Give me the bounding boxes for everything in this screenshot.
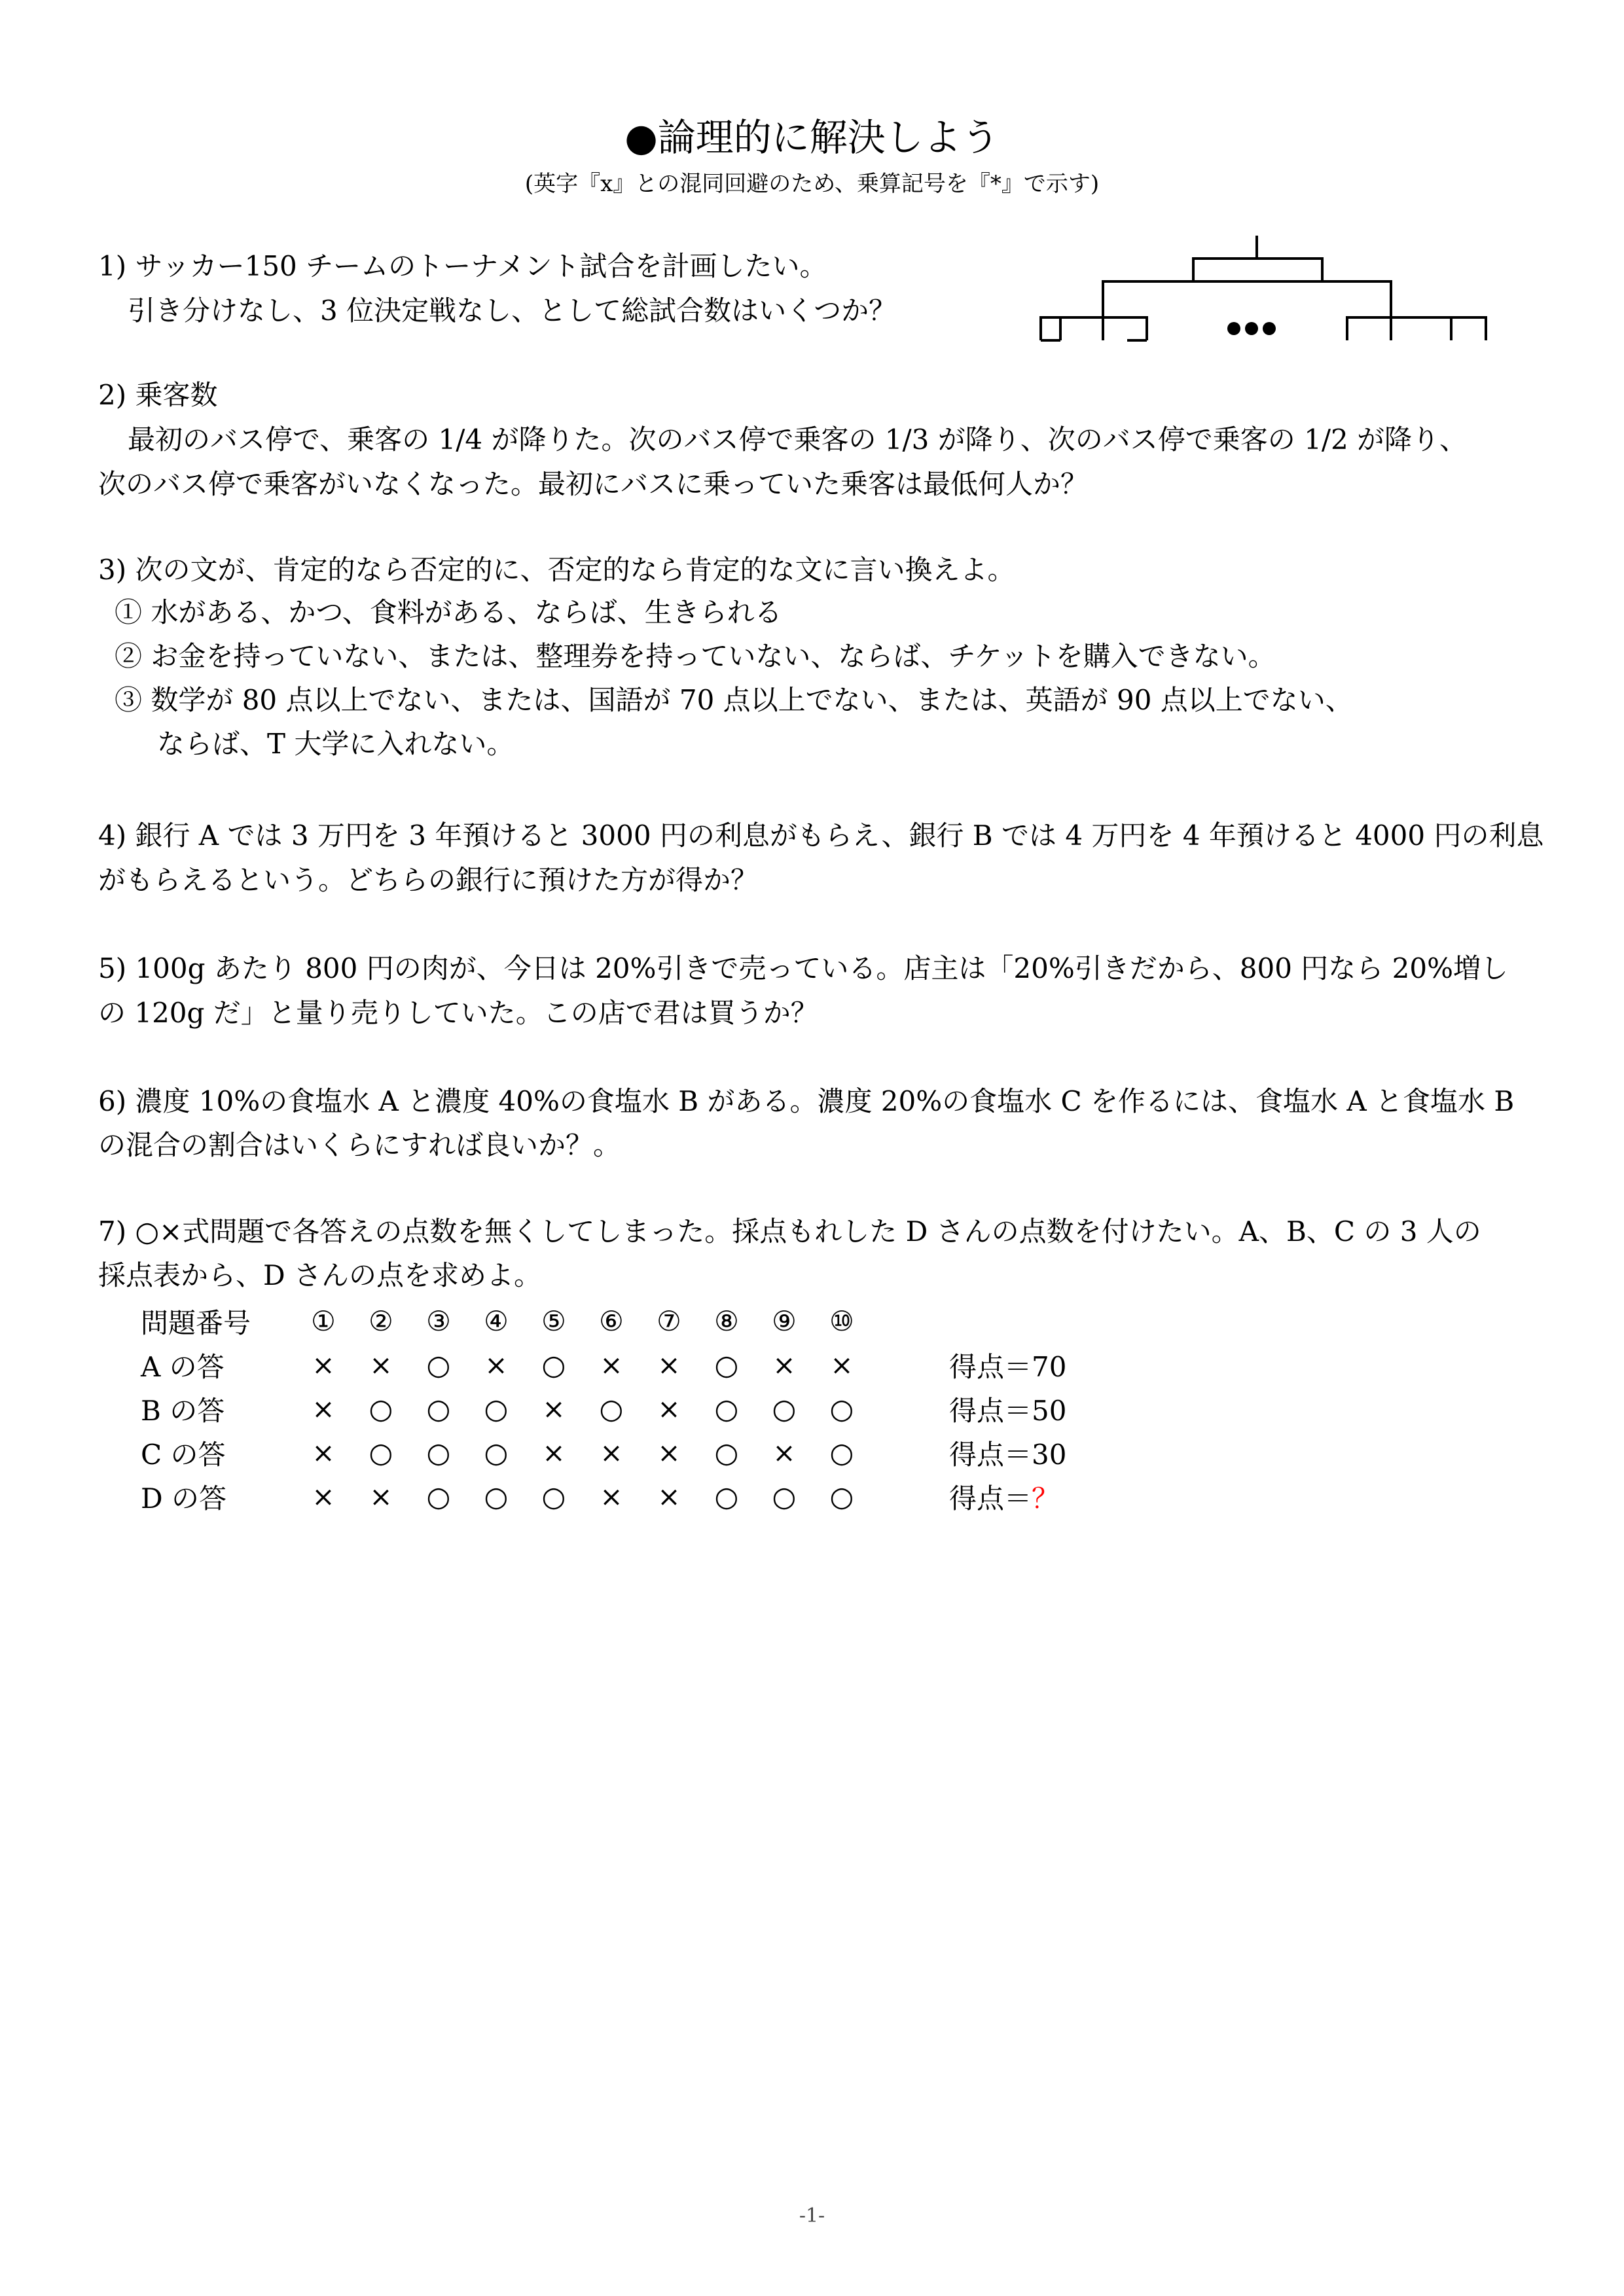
- score-label: 得点＝: [949, 1438, 1032, 1471]
- answer-mark: ○: [484, 1437, 509, 1469]
- score-cell: [949, 1475, 1066, 1518]
- answer-mark: ○: [714, 1393, 739, 1425]
- q6-line1: 6) 濃度 10%の食塩水 A と濃度 40%の食塩水 B がある。濃度 20%の食塩水 C を作るには、食塩水 A と食塩水 B: [98, 1085, 1515, 1117]
- question-number: ⑥: [599, 1305, 624, 1337]
- row-label: B の答: [141, 1394, 225, 1427]
- answer-mark: ○: [484, 1393, 509, 1425]
- q3-item3-line2: ならば、T 大学に入れない。: [157, 728, 514, 760]
- bracket-leaf-ticks: [1041, 317, 1060, 340]
- page-subtitle: (英字『x』との混同回避のため、乗算記号を『*』で示す): [524, 171, 1100, 197]
- q3-item3-line1: ③ 数学が 80 点以上でない、または、国語が 70 点以上でない、または、英語が 90 点以上でない、: [115, 684, 1353, 716]
- answer-mark: ×: [657, 1437, 681, 1469]
- answer-mark: ×: [657, 1393, 681, 1425]
- q3-heading: 3) 次の文が、肯定的なら否定的に、否定的なら肯定的な文に言い換えよ。: [98, 554, 1015, 586]
- score-label: 得点＝: [949, 1394, 1032, 1427]
- question-number: ⑩: [829, 1305, 854, 1337]
- question-number: ⑨: [772, 1305, 797, 1337]
- answer-mark: ×: [657, 1480, 681, 1513]
- answer-mark: ○: [369, 1437, 393, 1469]
- answer-mark: ×: [600, 1480, 623, 1513]
- table-row: [141, 1387, 1066, 1431]
- answer-mark: ○: [829, 1393, 854, 1425]
- question-number: ⑦: [657, 1305, 681, 1337]
- answer-mark: ×: [312, 1437, 335, 1469]
- answer-mark: ○: [426, 1349, 451, 1381]
- answer-mark: ○: [541, 1349, 566, 1381]
- answer-mark: ○: [714, 1480, 739, 1513]
- q2-line2: 次のバス停で乗客がいなくなった。最初にバスに乗っていた乗客は最低何人か？: [98, 468, 1089, 500]
- bracket-dot-3: [1263, 322, 1276, 335]
- bracket-right-group: [1347, 298, 1451, 340]
- answer-mark: ×: [312, 1480, 335, 1513]
- score-cell: [949, 1343, 1066, 1387]
- table-row: [141, 1475, 1066, 1518]
- table-header-label: 問題番号: [141, 1306, 251, 1339]
- q1-line2: 引き分けなし、3 位決定戦なし、として総試合数はいくつか？: [128, 295, 897, 327]
- bracket-semi-left: [1103, 281, 1322, 298]
- answer-mark: ○: [714, 1349, 739, 1381]
- answer-mark: ×: [772, 1437, 796, 1469]
- q4-line2: がもらえるという。どちらの銀行に預けた方が得か？: [98, 864, 759, 896]
- answer-mark: ○: [772, 1393, 797, 1425]
- bracket-dot-2: [1245, 322, 1258, 335]
- answer-mark: ×: [657, 1349, 681, 1381]
- answer-mark: ○: [426, 1480, 451, 1513]
- score-cell: [949, 1431, 1066, 1475]
- q7-line2: 採点表から、D さんの点を求めよ。: [98, 1259, 542, 1291]
- page-title: ●論理的に解決しよう: [624, 115, 1000, 160]
- unknown-score-value: ？: [1032, 1482, 1060, 1515]
- score-label: 得点＝: [949, 1482, 1032, 1515]
- q5-line2: の 120g だ」と量り売りしていた。この店で君は買うか？: [98, 997, 818, 1029]
- answer-mark: ○: [484, 1480, 509, 1513]
- bracket-left-group-1: [1041, 298, 1147, 340]
- answer-mark: ×: [542, 1437, 566, 1469]
- page-number: -1-: [799, 2204, 825, 2227]
- answer-mark: ×: [484, 1349, 508, 1381]
- answer-mark: ×: [369, 1349, 393, 1381]
- question-number: ②: [369, 1305, 393, 1337]
- question-number: ⑤: [541, 1305, 566, 1337]
- answer-mark: ○: [369, 1393, 393, 1425]
- bracket-dot-1: [1227, 322, 1240, 335]
- answer-score-table: [141, 1299, 1066, 1518]
- bracket-ellipsis-dots: [1227, 322, 1276, 335]
- question-number: ⑧: [714, 1305, 739, 1337]
- answer-mark: ○: [714, 1437, 739, 1469]
- q4-line1: 4) 銀行 A では 3 万円を 3 年預けると 3000 円の利息がもらえ、銀行 B では 4 万円を 4 年預けると 4000 円の利息: [98, 819, 1544, 852]
- question-number: ④: [484, 1305, 509, 1337]
- table-row: [141, 1343, 1066, 1387]
- score-cell: [949, 1387, 1066, 1431]
- answer-mark: ×: [312, 1349, 335, 1381]
- answer-mark: ○: [426, 1393, 451, 1425]
- q6-line2: の混合の割合はいくらにすれば良いか？。: [98, 1129, 621, 1161]
- answer-mark: ○: [541, 1480, 566, 1513]
- answer-mark: ○: [599, 1393, 624, 1425]
- table-header-row: [141, 1299, 1066, 1343]
- question-number: ①: [311, 1305, 336, 1337]
- answer-mark: ×: [369, 1480, 393, 1513]
- q5-line1: 5) 100g あたり 800 円の肉が、今日は 20%引きで売っている。店主は「20%引きだから、800 円なら 20%増し: [98, 952, 1508, 984]
- q3-item2: ② お金を持っていない、または、整理券を持っていない、ならば、チケットを購入できない。: [115, 640, 1276, 672]
- table-row: [141, 1431, 1066, 1475]
- answer-mark: ○: [426, 1437, 451, 1469]
- answer-mark: ×: [772, 1349, 796, 1381]
- bracket-right-edge: [1451, 317, 1486, 340]
- question-number: ③: [426, 1305, 451, 1337]
- answer-mark: ×: [600, 1437, 623, 1469]
- score-value: 50: [1032, 1394, 1067, 1427]
- score-value: 30: [1032, 1438, 1067, 1471]
- q7-line1: 7) ○×式問題で各答えの点数を無くしてしまった。採点もれした D さんの点数を付けたい。A、B、C の 3 人の: [98, 1215, 1481, 1247]
- answer-mark: ○: [829, 1437, 854, 1469]
- q3-item1: ① 水がある、かつ、食料がある、ならば、生きられる: [115, 596, 782, 628]
- answer-mark: ×: [542, 1393, 566, 1425]
- tournament-bracket-diagram: [1034, 236, 1492, 360]
- score-value: 70: [1032, 1350, 1067, 1383]
- bracket-semi-right: [1322, 281, 1391, 298]
- score-label: 得点＝: [949, 1350, 1032, 1383]
- answer-mark: ×: [830, 1349, 854, 1381]
- bracket-final-branch: [1193, 259, 1322, 281]
- row-label: C の答: [141, 1438, 226, 1471]
- q1-line1: 1) サッカー150 チームのトーナメント試合を計画したい。: [98, 250, 827, 282]
- q2-line1: 最初のバス停で、乗客の 1/4 が降りた。次のバス停で乗客の 1/3 が降り、次のバス停で乗客の 1/2 が降り、: [128, 423, 1468, 456]
- q2-heading: 2) 乗客数: [98, 379, 218, 411]
- answer-mark: ×: [312, 1393, 335, 1425]
- row-label: A の答: [141, 1350, 225, 1383]
- answer-mark: ×: [600, 1349, 623, 1381]
- answer-mark: ○: [772, 1480, 797, 1513]
- row-label: D の答: [141, 1482, 227, 1515]
- answer-mark: ○: [829, 1480, 854, 1513]
